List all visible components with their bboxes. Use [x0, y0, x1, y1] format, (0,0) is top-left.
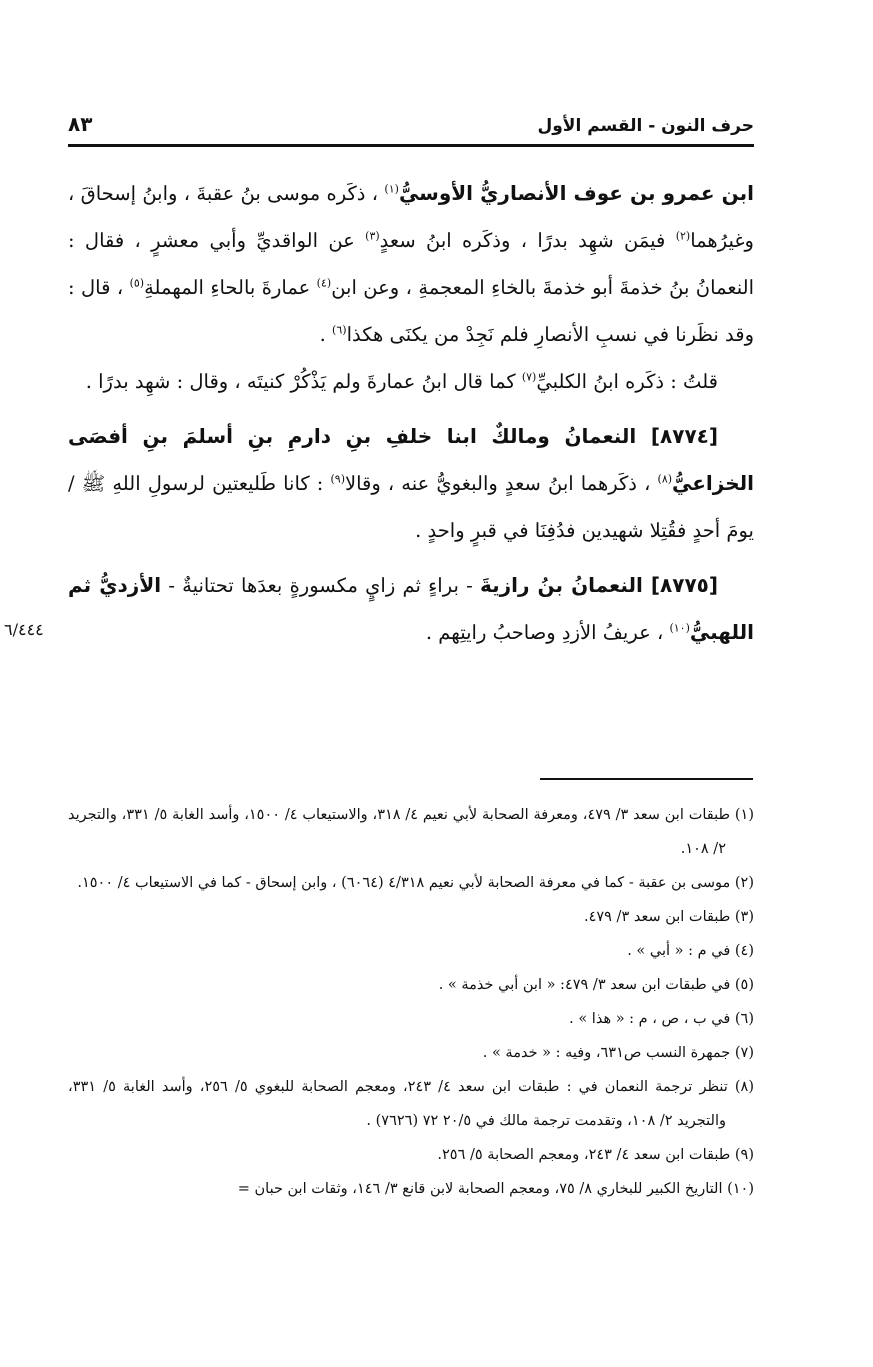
paragraph-text: فيمَن شهِد بدرًا ، وذكَره ابنُ سعدٍ — [379, 229, 676, 252]
paragraph-text: ، ذكَرهما ابنُ سعدٍ والبغويُّ عنه ، وقالا — [344, 472, 658, 495]
footnote-ref: (١) — [384, 182, 399, 196]
paragraph-text: : كانا طَليعتين لرسولِ اللهِ ﷺ / يومَ أحدٍ فقُتِلا شهيدين فدُفِنَا في قبرٍ واحدٍ . — [68, 472, 754, 542]
running-head: حرف النون - القسم الأول — [537, 116, 754, 136]
entry-heading: [٨٧٧٤] النعمانُ ومالكٌ ابنا خلفِ بنِ دارمِ بنِ أسلمَ بنِ أفصَى الخزاعيُّ — [68, 424, 755, 495]
footnote-ref: (٦) — [332, 323, 347, 337]
footnote-ref: (٢) — [675, 229, 691, 243]
entry-8775 — [68, 562, 754, 656]
footnote-divider — [540, 778, 753, 780]
footnote-ref: (٨) — [657, 472, 673, 486]
footnote-ref: (٥) — [129, 276, 145, 290]
paragraph-text: قلتُ : ذكَره ابنُ الكلبيِّ — [536, 370, 718, 393]
paragraph-text: عن الواقديِّ وأبي معشرٍ ، فقال : النعمانُ بنُ خذمةَ أبو خذمةَ بالخاءِ المعجمةِ ، وعن ابن — [68, 229, 754, 299]
entry-heading-continued: الأزديُّ ثم اللهبيُّ — [68, 573, 754, 644]
footnote-ref: (٧) — [521, 370, 537, 384]
margin-reference: ٦/٤٤٤ — [4, 620, 44, 639]
entry-8774 — [68, 413, 754, 554]
footnote-9: (٩) طبقات ابن سعد ٤/ ٢٤٣، ومعجم الصحابة ٥/ ٢٥٦. — [437, 1147, 754, 1163]
footnote-10: (١٠) التاريخ الكبير للبخاري ٨/ ٧٥، ومعجم الصحابة لابن قانع ٣/ ١٤٦، وثقات ابن حبان = — [237, 1181, 754, 1197]
footnote-ref: (٤) — [316, 276, 332, 290]
paragraph-text: - براءٍ ثم زايٍ مكسورةٍ بعدَها تحتانيةٌ - — [161, 574, 481, 597]
footnote-ref: (٣) — [365, 229, 380, 243]
footnote-2: (٢) موسى بن عقبة - كما في معرفة الصحابة لأبي نعيم ٤/٣١٨ (٦٠٦٤) ، وابن إسحاق - كما في الاستيعاب ٤/ ١٥٠٠. — [77, 875, 754, 891]
main-text — [68, 170, 754, 656]
footnote-7: (٧) جمهرة النسب ص٦٣١، وفيه : « خدمة » . — [482, 1045, 754, 1061]
entry-heading: [٨٧٧٥] النعمانُ بنُ رازيةَ — [480, 573, 719, 597]
page-number: ٨٣ — [68, 112, 93, 136]
footnote-8: (٨) تنظر ترجمة النعمان في : طبقات ابن سعد ٤/ ٢٤٣، ومعجم الصحابة للبغوي ٥/ ٢٥٦، وأسد الغابة ٥/ ٣٣١، والتجريد ٢/ ١٠٨، وتقدمت ترجمة مالك في ٢٠/٥ ٧٢ (٧٦٢٦) . — [68, 1079, 755, 1129]
footnote-3: (٣) طبقات ابن سعد ٣/ ٤٧٩. — [583, 909, 754, 925]
footnote-4: (٤) في م : « أبي » . — [627, 943, 754, 959]
paragraph-note — [68, 358, 754, 405]
page-header — [68, 96, 754, 147]
paragraph-text: ، قال : وقد نظَرنا في نسبِ الأنصارِ فلم نَجِدْ من يكنَى هكذا — [68, 276, 754, 346]
paragraph-text: كما قال ابنُ عمارةَ ولم يَذْكُرْ كنيتَه ، وقال : شهِد بدرًا . — [85, 370, 522, 393]
paragraph-entry-continuation — [68, 170, 754, 358]
footnote-5: (٥) في طبقات ابن سعد ٣/ ٤٧٩: « ابن أبي خذمة » . — [438, 977, 754, 993]
footnote-ref: (١٠) — [669, 621, 690, 635]
paragraph-text: ، عريفُ الأزدِ وصاحبُ رايتِهم . — [425, 621, 670, 644]
footnote-1: (١) طبقات ابن سعد ٣/ ٤٧٩، ومعرفة الصحابة لأبي نعيم ٤/ ٣١٨، والاستيعاب ٤/ ١٥٠٠، وأسد الغابة ٥/ ٣٣١، والتجريد ٢/ ١٠٨. — [68, 807, 754, 857]
paragraph-text: عمارةَ بالحاءِ المهملةِ — [144, 276, 317, 299]
footnotes — [68, 798, 754, 1206]
entry-name-continuation: ابن عمرو بن عوف الأنصاريُّ الأوسيُّ — [398, 181, 754, 205]
footnote-ref: (٩) — [330, 472, 345, 486]
footnote-6: (٦) في ب ، ص ، م : « هذا » . — [569, 1011, 754, 1027]
paragraph-text: . — [319, 323, 333, 346]
paragraph-text: ، ذكَره موسى بنُ عقبةَ ، وابنُ إسحاقَ ، وغيرُهما — [68, 182, 754, 252]
